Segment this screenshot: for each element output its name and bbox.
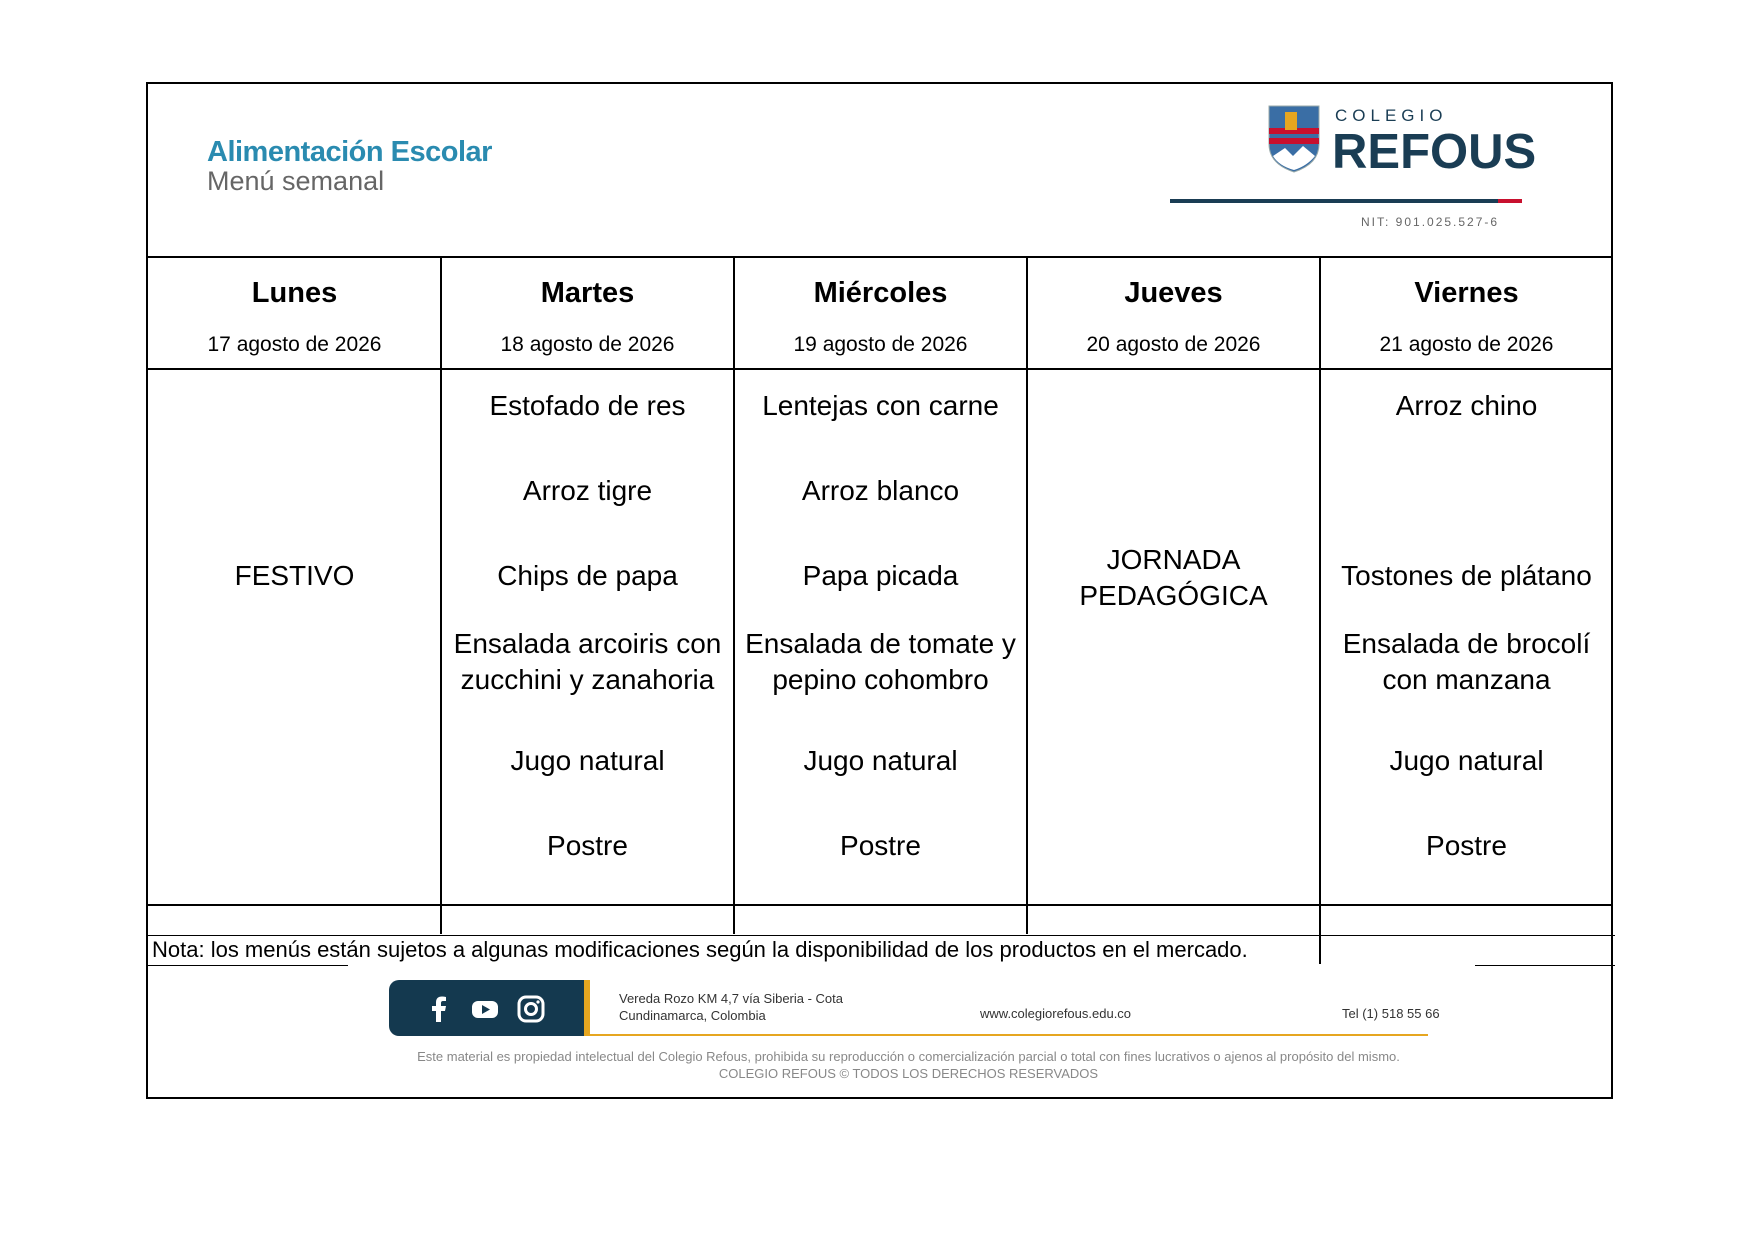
menu-item: Postre: [547, 830, 628, 861]
instagram-icon[interactable]: [516, 994, 546, 1024]
menu-item: Chips de papa: [497, 560, 678, 591]
day-name: Miércoles: [813, 277, 948, 309]
day-column-5: [1320, 258, 1613, 934]
footer-address: [619, 990, 843, 1024]
logo-refous-text: REFOUS: [1332, 125, 1537, 179]
column-divider: [1319, 258, 1321, 964]
footer-website[interactable]: www.colegiorefous.edu.co: [980, 1006, 1132, 1021]
day-name: Jueves: [1124, 277, 1223, 309]
day-date: 20 agosto de 2026: [1086, 333, 1261, 356]
table-divider-header: [148, 368, 1611, 370]
page-subtitle: Menú semanal: [207, 166, 385, 196]
day-special: JORNADA PEDAGÓGICA: [1079, 544, 1268, 611]
column-divider: [440, 258, 442, 934]
menu-item: Lentejas con carne: [762, 390, 999, 421]
logo-colegio-text: COLEGIO: [1335, 106, 1448, 125]
logo-underline-accent: [1498, 199, 1522, 203]
school-crest-icon: [1267, 104, 1321, 174]
day-name: Viernes: [1414, 277, 1519, 309]
menu-item: Ensalada arcoiris con zucchini y zanahoria: [453, 628, 722, 695]
menu-note: Nota: los menús están sujetos a algunas modificaciones según la disponibilidad de los productos en el mercado.: [152, 937, 1248, 962]
address-line1: Vereda Rozo KM 4,7 vía Siberia - Cota: [619, 991, 844, 1006]
day-special: FESTIVO: [234, 560, 355, 591]
menu-sheet: [146, 82, 1613, 1099]
menu-item: Jugo natural: [1389, 745, 1544, 776]
day-column-2: [441, 258, 734, 934]
note-underline-left: [148, 965, 348, 966]
menu-item: Arroz tigre: [522, 475, 653, 506]
menu-header: [148, 84, 1611, 258]
table-divider-note: [148, 935, 1615, 936]
menu-item: Ensalada de tomate y pepino cohombro: [745, 628, 1016, 695]
menu-item: Ensalada de brocolí con manzana: [1342, 628, 1591, 695]
menu-item: Tostones de plátano: [1341, 560, 1592, 591]
menu-item: Jugo natural: [510, 745, 665, 776]
logo-underline: [1170, 199, 1508, 203]
footer-phone: Tel (1) 518 55 66: [1342, 1006, 1440, 1021]
day-name: Martes: [540, 277, 635, 309]
youtube-icon[interactable]: [470, 994, 500, 1024]
day-column-4: [1027, 258, 1320, 934]
menu-item: Postre: [1426, 830, 1507, 861]
page-title: Alimentación Escolar: [207, 136, 492, 168]
column-divider: [1026, 258, 1028, 934]
day-date: 19 agosto de 2026: [793, 333, 968, 356]
day-column-1: [148, 258, 441, 934]
menu-item: Papa picada: [802, 560, 959, 591]
day-date: 17 agosto de 2026: [207, 333, 382, 356]
footer-legal: [389, 1048, 1428, 1082]
footer-accent: [584, 980, 590, 1036]
day-date: 21 agosto de 2026: [1379, 333, 1554, 356]
menu-item: Estofado de res: [489, 390, 686, 421]
menu-item: Jugo natural: [803, 745, 958, 776]
column-divider: [733, 258, 735, 934]
day-date: 18 agosto de 2026: [500, 333, 675, 356]
menu-item: Arroz blanco: [801, 475, 960, 506]
menu-item: Postre: [840, 830, 921, 861]
note-underline-right: [1475, 965, 1615, 966]
footer-gold-line: [590, 1034, 1428, 1036]
legal-line1: Este material es propiedad intelectual del Colegio Refous, prohibida su reproducción o comercialización parcial o total con fines lucrativos o ajenos al propósito del mismo.: [417, 1049, 1400, 1064]
table-divider-bottom: [148, 904, 1611, 906]
nit-text: NIT: 901.025.527-6: [1361, 215, 1500, 229]
day-column-3: [734, 258, 1027, 934]
legal-line2: COLEGIO REFOUS © TODOS LOS DERECHOS RESERVADOS: [718, 1066, 1099, 1081]
menu-item: Arroz chino: [1395, 390, 1538, 421]
day-name: Lunes: [251, 277, 338, 309]
facebook-icon[interactable]: [424, 994, 454, 1024]
address-line2: Cundinamarca, Colombia: [619, 1008, 766, 1023]
